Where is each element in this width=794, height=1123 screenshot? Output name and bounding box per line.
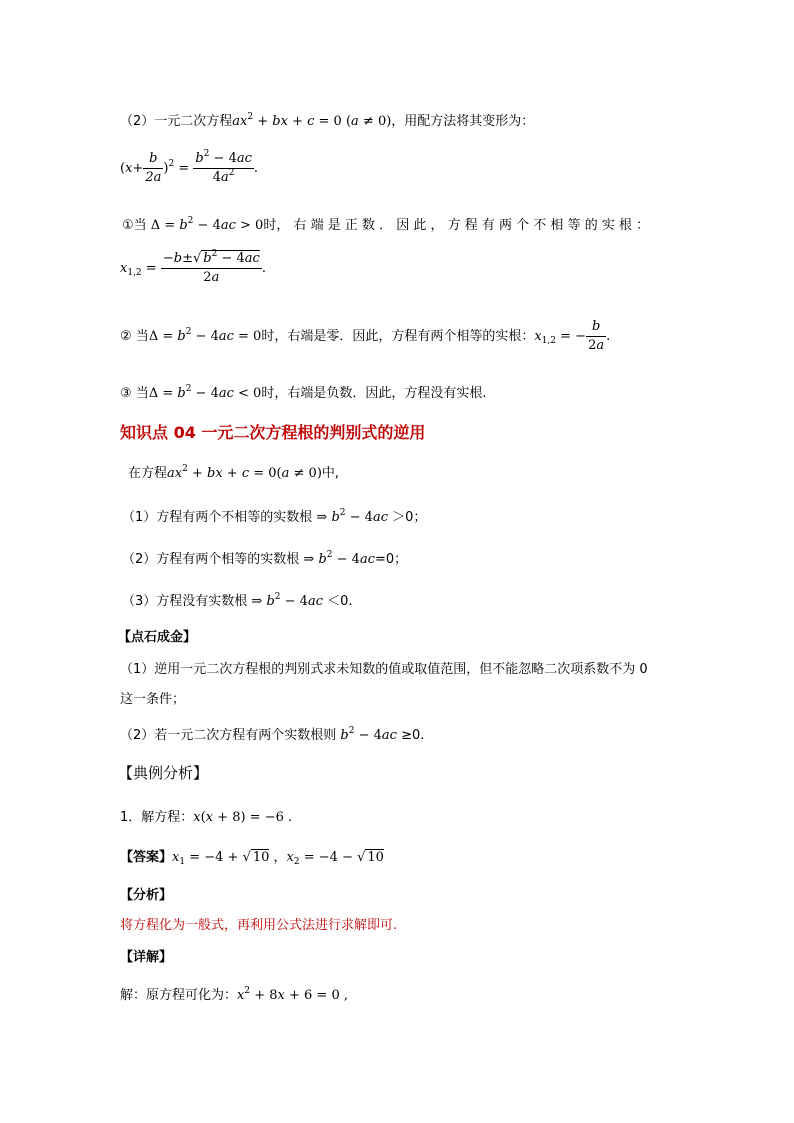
text: （3）方程没有实数根: [122, 594, 248, 609]
para-case-positive: ①当 $\Delta = b^2 - 4ac > 0$时， 右 端 是 正 数 ． 因 此 ， 方 程 有 两 个 不 相 等 的 实 根 ：: [122, 216, 650, 233]
text: （2）一元二次方程: [120, 114, 233, 129]
analysis-text: 将方程化为一般式，再利用公式法进行求解即可.: [120, 918, 398, 933]
text: （1）方程有两个不相等的实数根: [122, 510, 313, 525]
para-completing-square: （2）一元二次方程$ax^2$ + bx + c = 0 (a ≠ 0)，用配方法将其变形为：: [120, 112, 535, 129]
text: ③: [120, 386, 132, 401]
case-two-equal-roots: （2）方程有两个相等的实数根 ⇒ $b^2 - 4ac=0$；: [122, 550, 408, 567]
text: （2）方程有两个相等的实数根: [122, 552, 300, 567]
case-no-real-roots: （3）方程没有实数根 ⇒ $b^2 - 4ac <0$.: [122, 592, 353, 609]
tip-2: （2）若一元二次方程有两个实数根则 $b^2 - 4ac \ge 0$.: [120, 726, 425, 743]
para-in-equation: 在方程$ax^2$ + bx + c = 0(a ≠ 0)中,: [128, 464, 340, 481]
section-heading: 知识点 04 一元二次方程根的判别式的逆用: [120, 423, 426, 442]
text: ＜0.: [327, 594, 353, 609]
text: 时， 右 端 是 正 数 ． 因 此 ， 方 程 有 两 个 不 相 等 的 实 根 ：: [263, 218, 650, 233]
text: 时，右端是零．因此，方程有两个相等的实根：: [261, 329, 535, 344]
text: 中,: [321, 466, 340, 481]
text: 当: [135, 386, 149, 401]
text: （2）若一元二次方程有两个实数根则: [120, 728, 337, 743]
analysis-label: 【分析】: [120, 888, 173, 903]
case-two-distinct-roots: （1）方程有两个不相等的实数根 ⇒ $b^2 - 4ac >0$；: [122, 508, 427, 525]
answer-label: 【答案】: [120, 850, 173, 865]
text: 在方程: [128, 466, 168, 481]
text: ，用配方法将其变形为：: [391, 114, 535, 129]
tip-1-line-1: （1）逆用一元二次方程根的判别式求未知数的值或取值范围，但不能忽略二次项系数不为 0: [120, 662, 648, 677]
detail-label: 【详解】: [120, 950, 173, 965]
tip-title: 【点石成金】: [118, 630, 197, 645]
example-title: 【典例分析】: [118, 764, 209, 782]
text: 1．解方程：: [120, 810, 194, 825]
text: 时，右端是负数．因此，方程没有实根.: [261, 386, 487, 401]
solution-line: 解：原方程可化为：$x^2 + 8x + 6 = 0$ ,: [120, 986, 348, 1003]
answer: 【答案】$x_1 = -4$ + √ 10 ，$x_2 = -4$ − √ 10: [120, 850, 384, 867]
text: ①当: [122, 218, 147, 233]
text: 当: [135, 329, 149, 344]
text: 解：原方程可化为：: [120, 988, 238, 1003]
tip-1-line-2: 这一条件；: [120, 692, 186, 707]
text: =0；: [374, 552, 408, 567]
formula-completed-square: (x+ $\frac{b}{2a}$ )$^2$ = $\frac{b^2 - 4ac}{4a^2}$ .: [120, 149, 259, 185]
text: ＞0；: [392, 510, 427, 525]
text: ≥0.: [401, 728, 425, 743]
text: ②: [120, 329, 132, 344]
question-1: 1．解方程：x(x + 8) = −6 .: [120, 810, 293, 825]
para-case-negative: ③ 当$\Delta = b^2 - 4ac < 0$时，右端是负数．因此，方程没有实根.: [120, 384, 487, 401]
para-case-zero: ② 当$\Delta = b^2 - 4ac = 0$时，右端是零．因此，方程有两个相等的实根：$x_{1,2}$ = − $\frac{b}{2a}$ .: [120, 319, 611, 353]
formula-quadratic-roots: $x_{1,2}$ = $\frac{-b\pm√ b^2 - 4ac}{2a}$ .: [120, 249, 266, 285]
